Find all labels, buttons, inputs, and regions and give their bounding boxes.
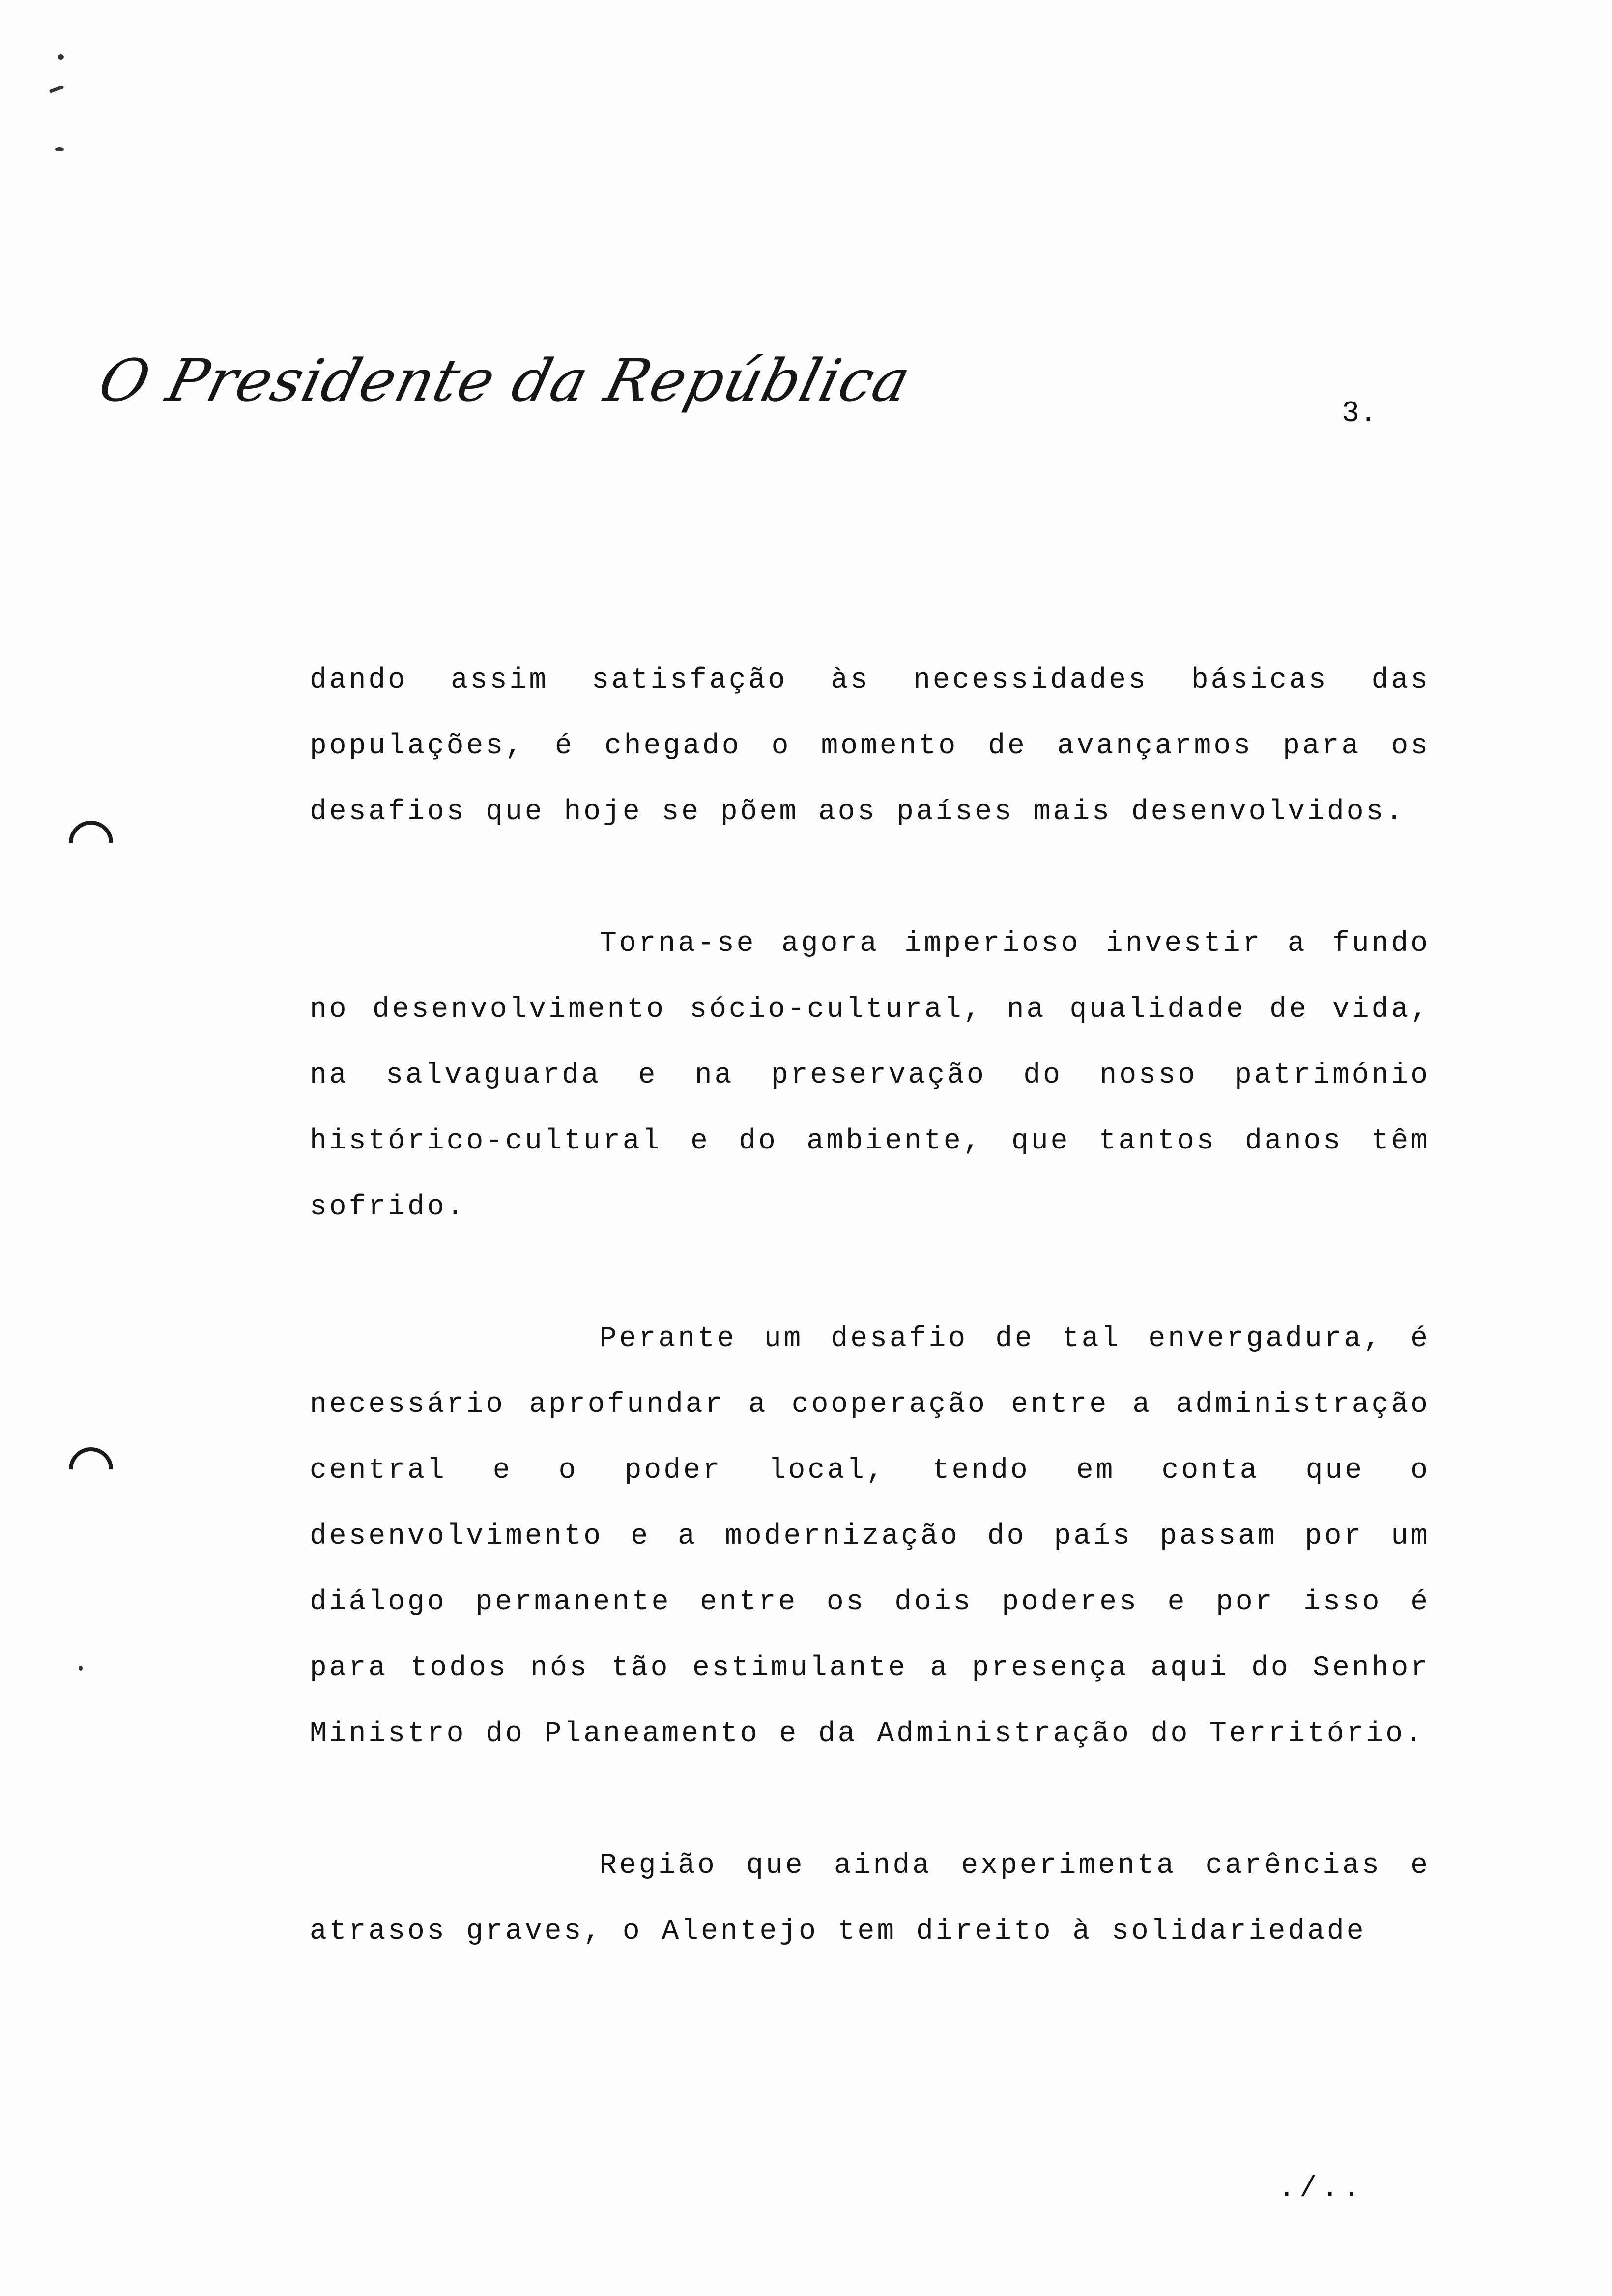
paragraph: Região que ainda experimenta carências e atrasos graves, o Alentejo tem direito à solidariedade [310,1850,1430,1948]
continuation-mark: ./.. [1278,2172,1365,2206]
scan-speck [49,85,64,93]
scan-speck [58,54,64,60]
letterhead: O Presidente da República [92,346,918,414]
binder-hole-arc [59,811,122,874]
scan-speck [55,147,64,151]
scan-speck [79,1666,83,1671]
page-number: 3. [1342,397,1378,430]
body-text [310,648,1430,2031]
binder-hole-arc [59,1438,122,1500]
paragraph: Torna-se agora imperioso investir a fundo no desenvolvimento sócio-cultural, na qualidade de vida, na salvaguarda e na preservação do nosso património histórico-cultural e do ambiente, que tantos danos têm sofrido. [310,928,1430,1223]
paragraph: dando assim satisfação às necessidades básicas das populações, é chegado o momento de avançarmos para os desafios que hoje se põem aos países mais desenvolvidos. [310,664,1430,828]
paragraph: Perante um desafio de tal envergadura, é necessário aprofundar a cooperação entre a administração central e o poder local, tendo em conta que o desenvolvimento e a modernização do país passam por um diálogo permanente entre os dois poderes e por isso é para todos nós tão estimulante a presença aqui do Senhor Ministro do Planeamento e da Administração do Território. [310,1323,1430,1750]
